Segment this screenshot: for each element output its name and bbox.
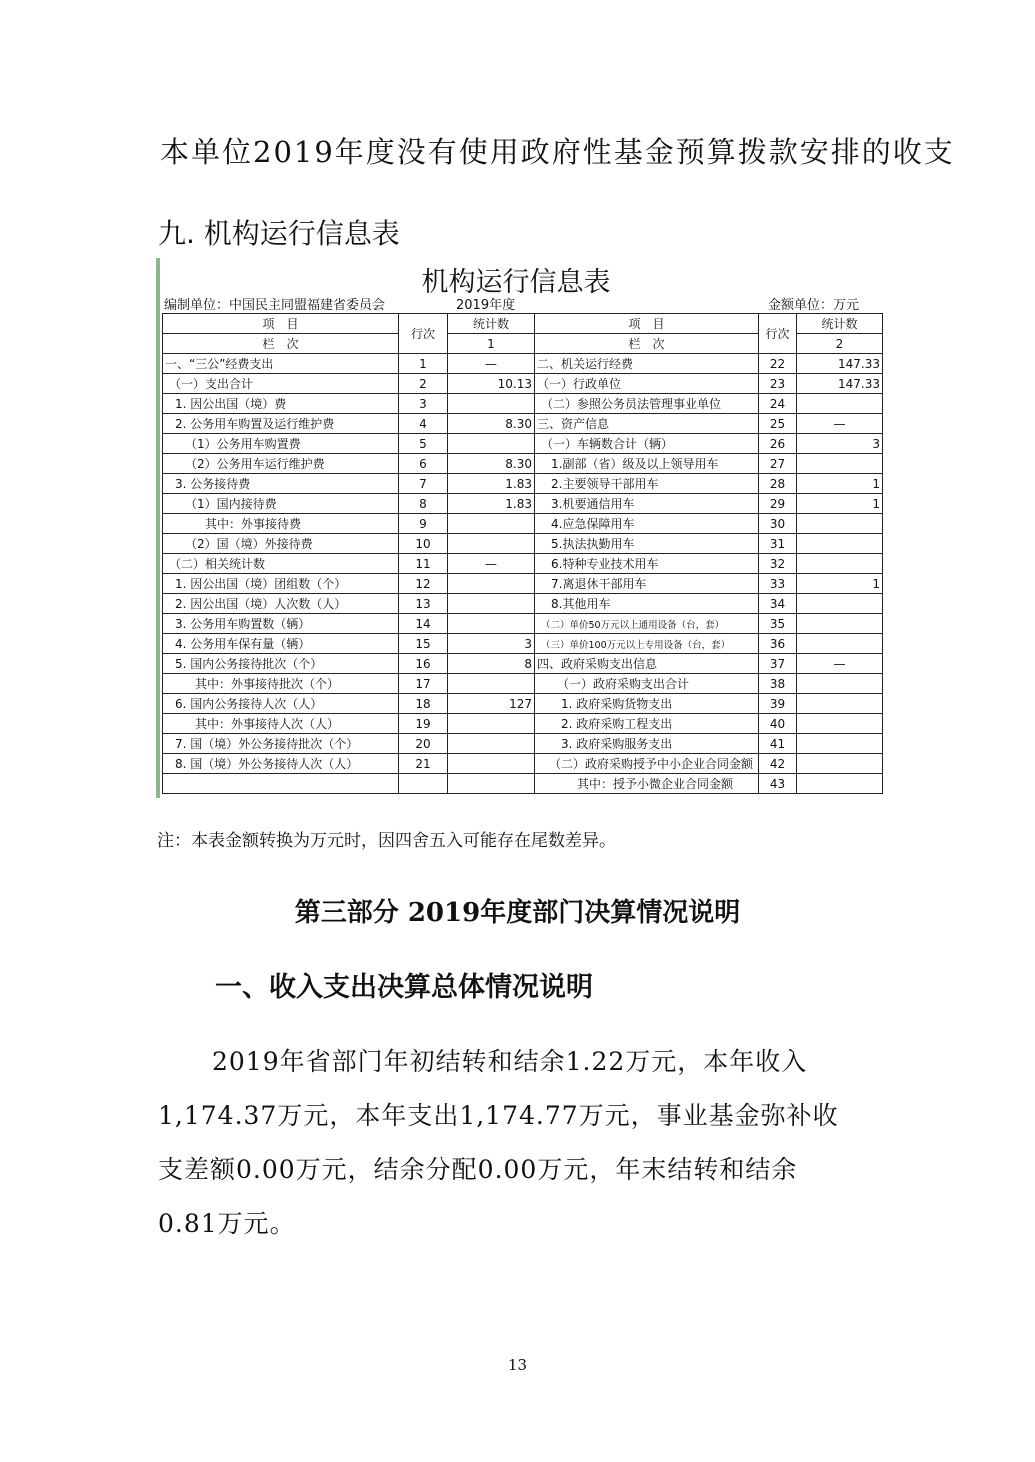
left-line-no-cell: 3 [399, 394, 448, 414]
left-item-cell: 6. 国内公务接待人次（人） [163, 694, 399, 714]
right-line-no-cell: 43 [759, 774, 797, 794]
left-value-cell: 8 [448, 654, 535, 674]
header-col-label-right: 栏 次 [535, 334, 759, 354]
left-line-no-cell: 4 [399, 414, 448, 434]
table-row [163, 454, 883, 474]
right-value-cell [797, 394, 883, 414]
table-row [163, 434, 883, 454]
paragraph-line-1: 2019年省部门年初结转和结余1.22万元，本年收入 [212, 1047, 808, 1076]
header-col-label-left: 栏 次 [163, 334, 399, 354]
left-line-no-cell: 11 [399, 554, 448, 574]
right-line-no-cell: 25 [759, 414, 797, 434]
table-title: 机构运行信息表 [421, 267, 611, 298]
right-item-cell: 6.特种专业技术用车 [535, 554, 759, 574]
left-item-cell: （一）支出合计 [163, 374, 399, 394]
left-value-cell [448, 394, 535, 414]
left-value-cell [448, 714, 535, 734]
left-item-cell: 3. 公务用车购置数（辆） [163, 614, 399, 634]
right-line-no-cell: 29 [759, 494, 797, 514]
right-value-cell [797, 514, 883, 534]
right-item-cell: 2. 政府采购工程支出 [535, 714, 759, 734]
right-line-no-cell: 39 [759, 694, 797, 714]
left-line-no-cell: 8 [399, 494, 448, 514]
right-item-cell: 8.其他用车 [535, 594, 759, 614]
table-row [163, 514, 883, 534]
right-value-cell: 1 [797, 494, 883, 514]
left-line-no-cell: 7 [399, 474, 448, 494]
right-line-no-cell: 42 [759, 754, 797, 774]
left-value-cell [448, 614, 535, 634]
table-row [163, 634, 883, 654]
left-value-cell: 10.13 [448, 374, 535, 394]
intro-line: 本单位2019年度没有使用政府性基金预算拨款安排的收支 [160, 135, 955, 169]
left-value-cell [448, 674, 535, 694]
institution-info-table-block [156, 258, 880, 798]
header-stat-left: 统计数 [448, 314, 535, 334]
right-line-no-cell: 41 [759, 734, 797, 754]
right-value-cell [797, 734, 883, 754]
left-item-cell: （1）公务用车购置费 [163, 434, 399, 454]
table-row [163, 554, 883, 574]
right-item-cell: （二）参照公务员法管理事业单位 [535, 394, 759, 414]
left-line-no-cell: 15 [399, 634, 448, 654]
left-line-no-cell: 13 [399, 594, 448, 614]
left-line-no-cell: 21 [399, 754, 448, 774]
right-line-no-cell: 26 [759, 434, 797, 454]
left-item-cell: （1）国内接待费 [163, 494, 399, 514]
right-line-no-cell: 24 [759, 394, 797, 414]
paragraph-line-4: 0.81万元。 [158, 1209, 296, 1238]
left-item-cell: 1. 因公出国（境）费 [163, 394, 399, 414]
left-line-no-cell: 14 [399, 614, 448, 634]
right-line-no-cell: 31 [759, 534, 797, 554]
right-line-no-cell: 27 [759, 454, 797, 474]
table-row [163, 354, 883, 374]
section1-heading: 一、收入支出决算总体情况说明 [215, 972, 593, 1003]
left-line-no-cell: 20 [399, 734, 448, 754]
right-line-no-cell: 40 [759, 714, 797, 734]
left-value-cell: 127 [448, 694, 535, 714]
right-item-cell: 1.副部（省）级及以上领导用车 [535, 454, 759, 474]
right-value-cell [797, 554, 883, 574]
left-line-no-cell: 2 [399, 374, 448, 394]
left-value-cell [448, 574, 535, 594]
left-item-cell [163, 774, 399, 794]
left-value-cell [448, 774, 535, 794]
left-line-no-cell: 18 [399, 694, 448, 714]
table-left-border-accent [156, 258, 160, 798]
right-item-cell: 5.执法执勤用车 [535, 534, 759, 554]
left-value-cell [448, 534, 535, 554]
right-value-cell [797, 694, 883, 714]
left-item-cell: 8. 国（境）外公务接待人次（人） [163, 754, 399, 774]
left-item-cell: （2）国（境）外接待费 [163, 534, 399, 554]
right-item-cell: （二）单价50万元以上通用设备（台，套） [535, 614, 759, 634]
left-item-cell: 1. 因公出国（境）团组数（个） [163, 574, 399, 594]
right-item-cell: （一）政府采购支出合计 [535, 674, 759, 694]
left-line-no-cell: 9 [399, 514, 448, 534]
table-row [163, 594, 883, 614]
left-item-cell: 3. 公务接待费 [163, 474, 399, 494]
page-number: 13 [507, 1356, 528, 1374]
right-line-no-cell: 33 [759, 574, 797, 594]
table-row [163, 754, 883, 774]
header-item-right: 项 目 [535, 314, 759, 334]
left-value-cell: 1.83 [448, 494, 535, 514]
left-item-cell: （2）公务用车运行维护费 [163, 454, 399, 474]
table-row [163, 654, 883, 674]
paragraph-line-3: 支差额0.00万元，结余分配0.00万元，年末结转和结余 [158, 1155, 798, 1184]
left-value-cell: — [448, 554, 535, 574]
table-row [163, 394, 883, 414]
left-item-cell: 2. 因公出国（境）人次数（人） [163, 594, 399, 614]
right-line-no-cell: 37 [759, 654, 797, 674]
right-item-cell: 7.离退休干部用车 [535, 574, 759, 594]
right-item-cell: 3. 政府采购服务支出 [535, 734, 759, 754]
left-line-no-cell: 16 [399, 654, 448, 674]
left-item-cell: （二）相关统计数 [163, 554, 399, 574]
right-value-cell: 147.33 [797, 354, 883, 374]
right-value-cell [797, 454, 883, 474]
right-value-cell [797, 754, 883, 774]
left-value-cell: 1.83 [448, 474, 535, 494]
right-item-cell: （一）行政单位 [535, 374, 759, 394]
left-value-cell: — [448, 354, 535, 374]
table-row [163, 734, 883, 754]
right-line-no-cell: 35 [759, 614, 797, 634]
left-value-cell [448, 594, 535, 614]
right-value-cell [797, 614, 883, 634]
right-item-cell: 4.应急保障用车 [535, 514, 759, 534]
left-line-no-cell: 17 [399, 674, 448, 694]
table-row [163, 374, 883, 394]
paragraph-line-2: 1,174.37万元，本年支出1,174.77万元，事业基金弥补收 [158, 1101, 839, 1130]
left-item-cell: 4. 公务用车保有量（辆） [163, 634, 399, 654]
table-row [163, 494, 883, 514]
left-line-no-cell: 1 [399, 354, 448, 374]
section9-heading: 九. 机构运行信息表 [158, 217, 400, 250]
right-item-cell: 其中：授予小微企业合同金额 [535, 774, 759, 794]
amount-unit: 金额单位：万元 [768, 298, 860, 313]
left-value-cell [448, 754, 535, 774]
right-item-cell: 二、机关运行经费 [535, 354, 759, 374]
right-value-cell: 1 [797, 474, 883, 494]
table-row [163, 674, 883, 694]
table-note: 注：本表金额转换为万元时，因四舍五入可能存在尾数差异。 [157, 831, 616, 851]
right-line-no-cell: 38 [759, 674, 797, 694]
left-value-cell [448, 734, 535, 754]
right-value-cell: 3 [797, 434, 883, 454]
part3-heading: 第三部分 2019年度部门决算情况说明 [294, 898, 741, 928]
header-col1: 1 [448, 334, 535, 354]
right-value-cell [797, 594, 883, 614]
right-line-no-cell: 32 [759, 554, 797, 574]
right-item-cell: （二）政府采购授予中小企业合同金额 [535, 754, 759, 774]
right-value-cell: — [797, 414, 883, 434]
header-item-left: 项 目 [163, 314, 399, 334]
right-item-cell: 3.机要通信用车 [535, 494, 759, 514]
table-row [163, 474, 883, 494]
table-row [163, 534, 883, 554]
right-item-cell: 三、资产信息 [535, 414, 759, 434]
table-year: 2019年度 [456, 298, 516, 313]
left-value-cell: 3 [448, 634, 535, 654]
right-item-cell: （三）单价100万元以上专用设备（台，套） [535, 634, 759, 654]
right-value-cell [797, 714, 883, 734]
header-col2: 2 [797, 334, 883, 354]
left-item-cell: 其中：外事接待人次（人） [163, 714, 399, 734]
header-line-no-right: 行次 [759, 314, 797, 354]
right-item-cell: 1. 政府采购货物支出 [535, 694, 759, 714]
left-value-cell [448, 434, 535, 454]
right-line-no-cell: 34 [759, 594, 797, 614]
right-value-cell [797, 534, 883, 554]
header-line-no-left: 行次 [399, 314, 448, 354]
right-line-no-cell: 22 [759, 354, 797, 374]
table-row [163, 694, 883, 714]
header-stat-right: 统计数 [797, 314, 883, 334]
right-line-no-cell: 30 [759, 514, 797, 534]
right-line-no-cell: 23 [759, 374, 797, 394]
left-value-cell: 8.30 [448, 454, 535, 474]
table-row [163, 614, 883, 634]
right-value-cell [797, 774, 883, 794]
right-item-cell: 2.主要领导干部用车 [535, 474, 759, 494]
right-value-cell [797, 674, 883, 694]
right-line-no-cell: 36 [759, 634, 797, 654]
compiling-unit: 编制单位：中国民主同盟福建省委员会 [164, 298, 386, 313]
right-value-cell: — [797, 654, 883, 674]
left-line-no-cell: 19 [399, 714, 448, 734]
left-item-cell: 一、“三公”经费支出 [163, 354, 399, 374]
left-item-cell: 其中：外事接待批次（个） [163, 674, 399, 694]
table-row [163, 774, 883, 794]
right-value-cell [797, 634, 883, 654]
right-item-cell: 四、政府采购支出信息 [535, 654, 759, 674]
table-row [163, 414, 883, 434]
right-item-cell: （一）车辆数合计（辆） [535, 434, 759, 454]
left-line-no-cell: 12 [399, 574, 448, 594]
info-table [162, 313, 883, 794]
right-value-cell: 1 [797, 574, 883, 594]
right-value-cell: 147.33 [797, 374, 883, 394]
table-row [163, 714, 883, 734]
table-row [163, 574, 883, 594]
left-line-no-cell [399, 774, 448, 794]
left-item-cell: 5. 国内公务接待批次（个） [163, 654, 399, 674]
left-item-cell: 其中：外事接待费 [163, 514, 399, 534]
right-line-no-cell: 28 [759, 474, 797, 494]
left-value-cell: 8.30 [448, 414, 535, 434]
left-value-cell [448, 514, 535, 534]
left-line-no-cell: 5 [399, 434, 448, 454]
left-line-no-cell: 10 [399, 534, 448, 554]
left-line-no-cell: 6 [399, 454, 448, 474]
left-item-cell: 2. 公务用车购置及运行维护费 [163, 414, 399, 434]
left-item-cell: 7. 国（境）外公务接待批次（个） [163, 734, 399, 754]
